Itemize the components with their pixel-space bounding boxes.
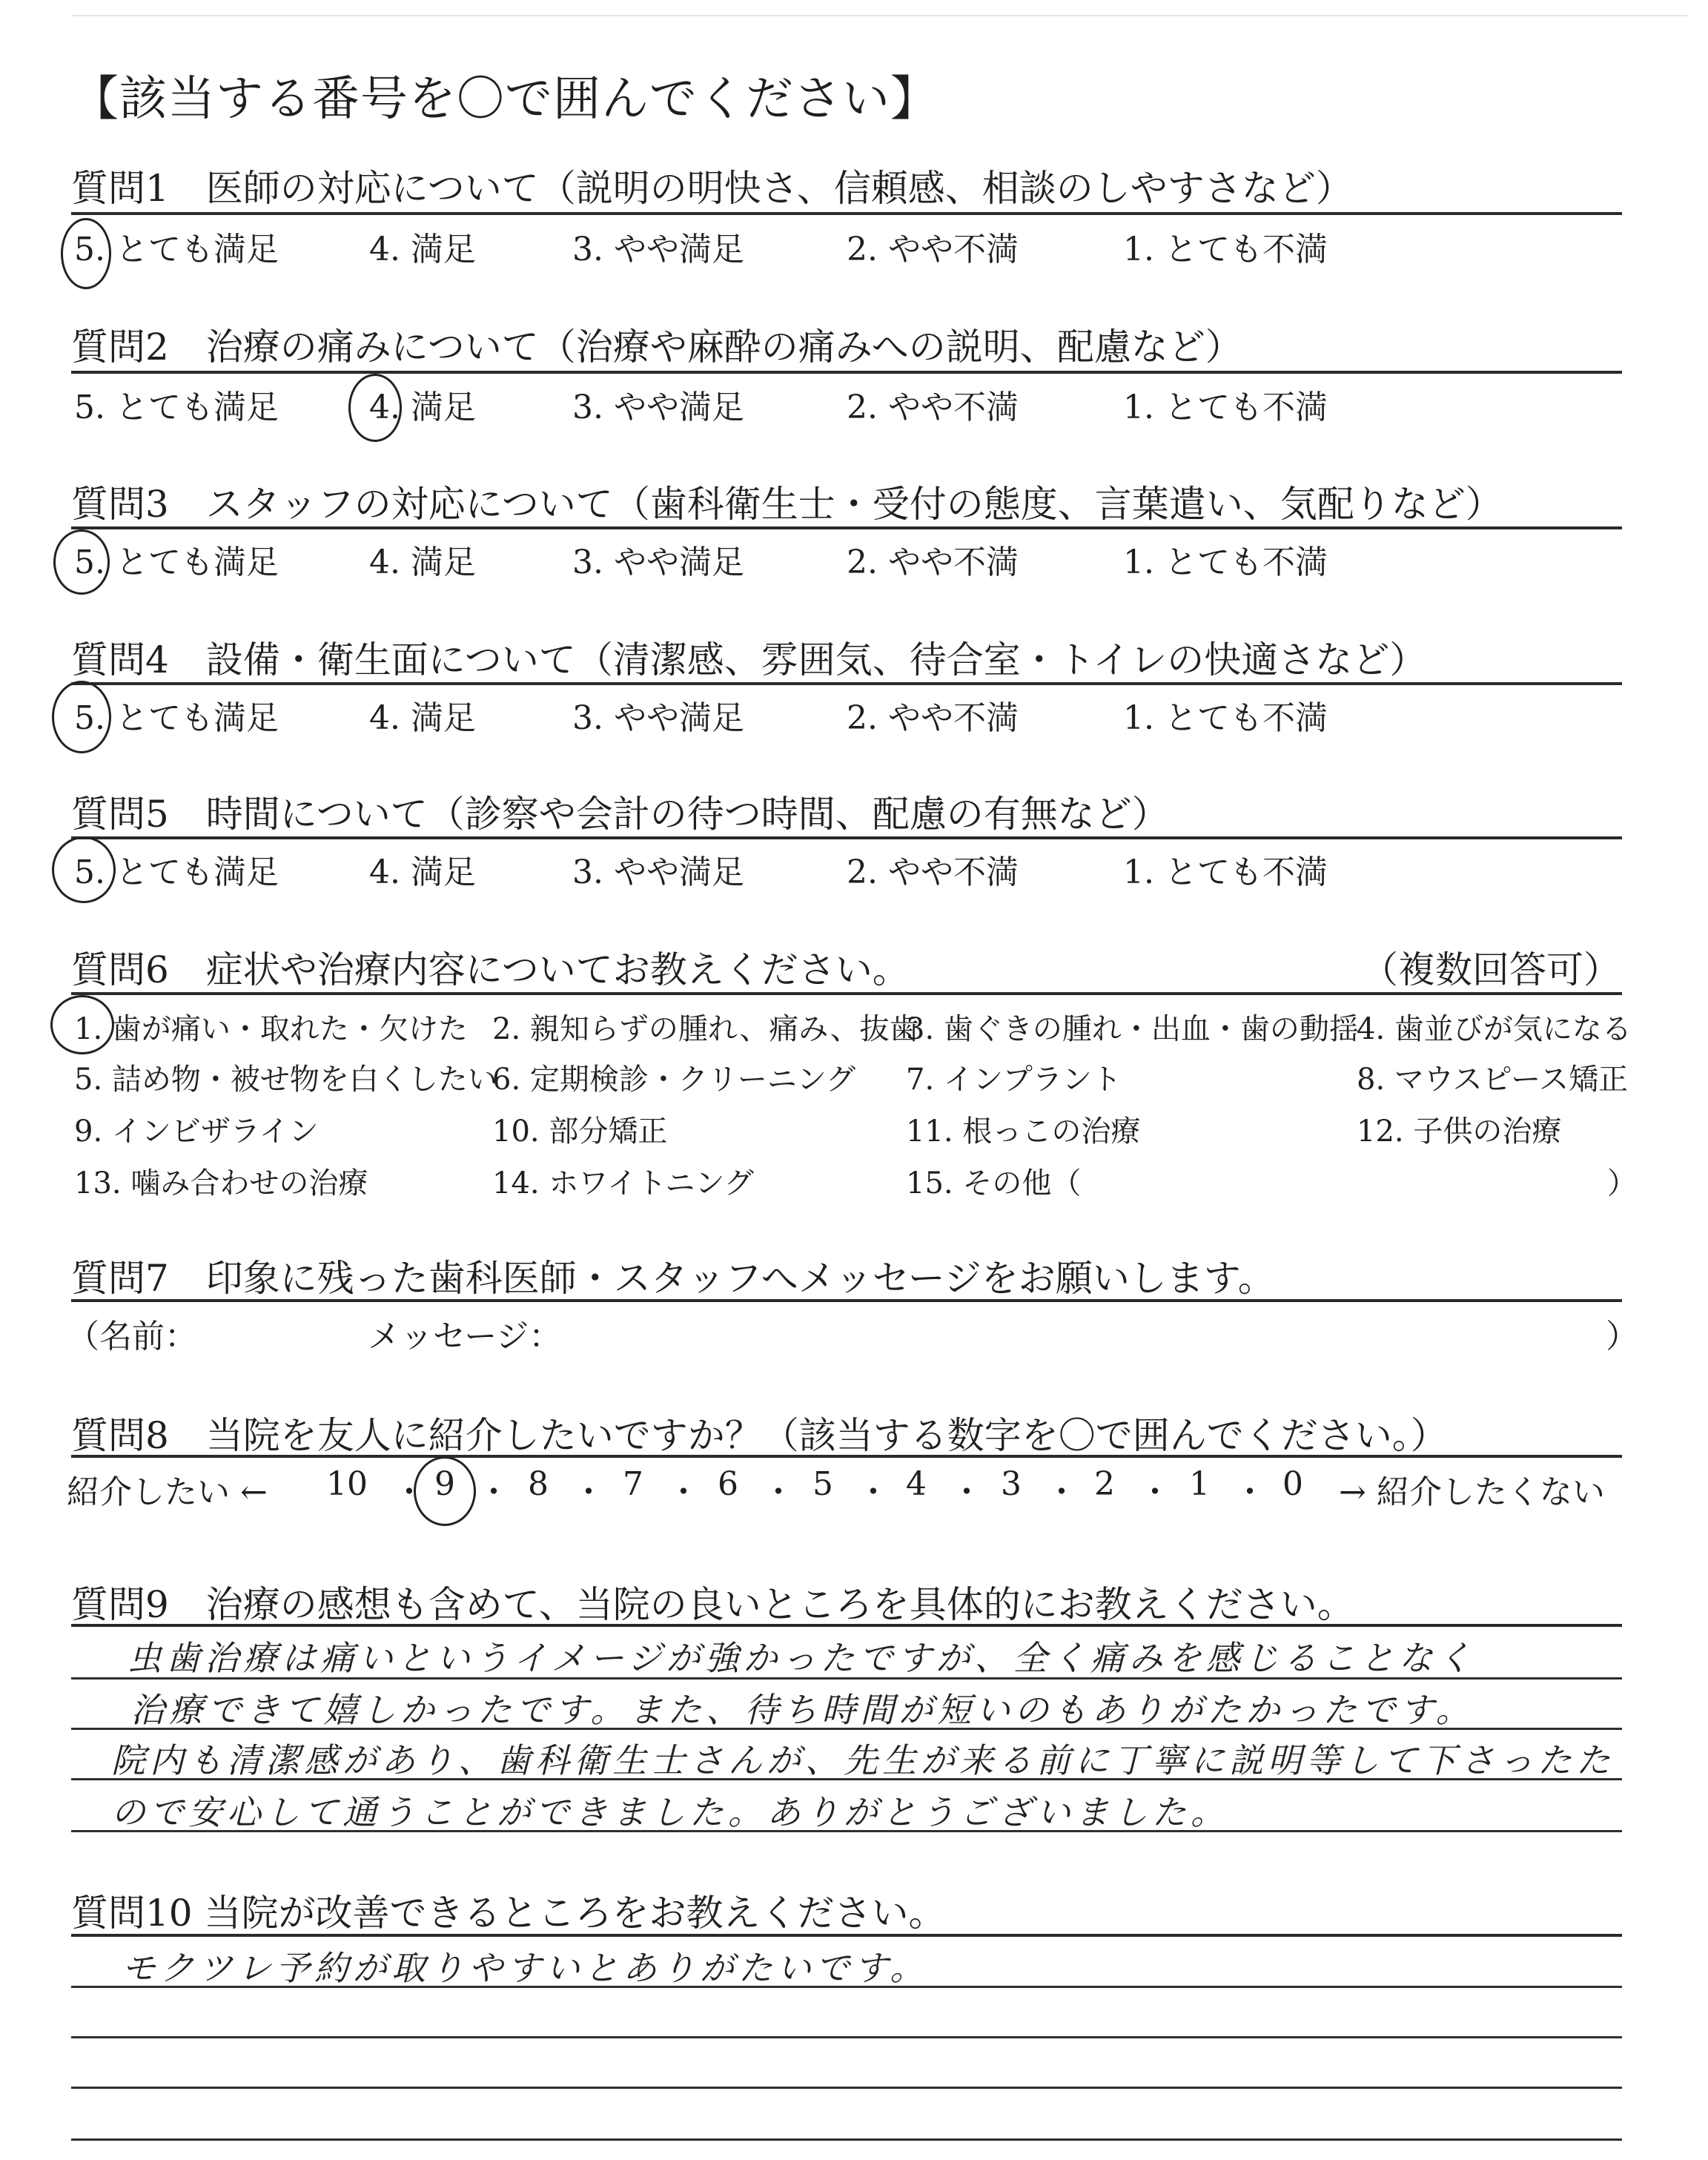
q2-option-3[interactable]: 3. やや満足 [572,389,744,426]
q8-scale-2[interactable]: 2 [1094,1465,1115,1503]
q7-close-paren: ） [1606,1318,1638,1355]
q9-title: 質問9 治療の感想も含めて、当院の良いところを具体的にお教えください。 [71,1583,1354,1626]
q10-line-3 [71,2087,1622,2089]
q6-item-13[interactable]: 13. 噛み合わせの治療 [74,1166,368,1200]
q6-title: 質問6 症状や治療内容についてお教えください。 [71,948,910,991]
q10-answer-line-1: モクツレ予約が取りやすいとありがたいです。 [122,1948,929,1988]
q8-dot: ・ [1234,1473,1266,1511]
q5-option-4[interactable]: 4. 満足 [369,853,476,891]
q2-title: 質問2 治療の痛みについて（治療や麻酔の痛みへの説明、配慮など） [71,326,1242,369]
q6-item-6[interactable]: 6. 定期検診・クリーニング [492,1063,856,1097]
q1-option-5[interactable]: 5. とても満足 [74,231,279,268]
q8-scale-8[interactable]: 8 [528,1465,549,1503]
q1-rule [71,212,1622,215]
q8-dot: ・ [667,1473,700,1511]
q10-title: 質問10 当院が改善できるところをお教えください。 [71,1892,946,1935]
q1-option-1[interactable]: 1. とても不満 [1123,231,1328,268]
q3-title: 質問3 スタッフの対応について（歯科衛生士・受付の態度、言葉遣い、気配りなど） [71,483,1503,526]
q1-option-3[interactable]: 3. やや満足 [572,231,744,268]
q6-item-15[interactable]: 15. その他（ [906,1166,1082,1200]
q2-selected-circle [348,374,402,442]
q8-title: 質問8 当院を友人に紹介したいですか？（該当する数字を〇で囲んでください。） [71,1414,1448,1457]
q4-option-4[interactable]: 4. 満足 [369,699,476,737]
q5-option-2[interactable]: 2. やや不満 [847,853,1019,891]
q8-scale-0[interactable]: 0 [1282,1465,1303,1503]
q7-rule [71,1299,1622,1302]
q2-option-4[interactable]: 4. 満足 [369,389,476,426]
q8-scale-10[interactable]: 10 [326,1465,368,1503]
q8-dot: ・ [477,1473,510,1511]
q6-other-close: ） [1607,1166,1637,1200]
q9-answer-line-1: 虫歯治療は痛いというイメージが強かったですが、全く痛みを感じることなく [128,1638,1476,1678]
q6-item-11[interactable]: 11. 根っこの治療 [906,1114,1141,1149]
q5-option-1[interactable]: 1. とても不満 [1123,853,1328,891]
q8-selected-circle [414,1456,476,1526]
q3-option-1[interactable]: 1. とても不満 [1123,544,1328,581]
q7-title: 質問7 印象に残った歯科医師・スタッフへメッセージをお願いします。 [71,1257,1275,1300]
q6-item-4[interactable]: 4. 歯並びが気になる [1357,1012,1632,1046]
q6-item-12[interactable]: 12. 子供の治療 [1357,1114,1562,1149]
q10-line-4 [71,2138,1622,2141]
q6-item-10[interactable]: 10. 部分矯正 [492,1114,668,1149]
q4-rule [71,682,1622,685]
q4-option-1[interactable]: 1. とても不満 [1123,699,1328,737]
q8-dot: ・ [572,1473,605,1511]
q4-option-3[interactable]: 3. やや満足 [572,699,744,737]
q10-line-2 [71,2036,1622,2038]
q6-item-3[interactable]: 3. 歯ぐきの腫れ・出血・歯の動揺 [906,1012,1359,1046]
q6-item-1[interactable]: 1. 歯が痛い・取れた・欠けた [74,1012,468,1046]
q1-option-4[interactable]: 4. 満足 [369,231,476,268]
q8-scale-7[interactable]: 7 [623,1465,643,1503]
q1-title: 質問1 医師の対応について（説明の明快さ、信頼感、相談のしやすさなど） [71,167,1353,210]
q2-rule [71,371,1622,374]
q10-rule [71,1934,1622,1937]
q6-item-2[interactable]: 2. 親知らずの腫れ、痛み、抜歯 [492,1012,919,1046]
q8-dot: ・ [762,1473,795,1511]
q7-message-label: メッセージ： [368,1318,562,1355]
q6-item-5[interactable]: 5. 詰め物・被せ物を白くしたい [74,1063,497,1097]
q8-dot: ・ [1045,1473,1078,1511]
q8-scale-3[interactable]: 3 [1001,1465,1022,1503]
q2-option-2[interactable]: 2. やや不満 [847,389,1019,426]
page-title: 【該当する番号を〇で囲んでください】 [71,72,939,127]
q6-rule [71,992,1622,995]
page-top-edge [71,15,1687,16]
q3-option-4[interactable]: 4. 満足 [369,544,476,581]
q5-title: 質問5 時間について（診察や会計の待つ時間、配慮の有無など） [71,793,1169,836]
q8-dot: ・ [950,1473,983,1511]
q9-answer-line-4: ので安心して通うことができました。ありがとうございました。 [111,1792,1229,1832]
q5-rule [71,836,1622,839]
q2-option-5[interactable]: 5. とても満足 [74,389,279,426]
q9-rule [71,1624,1622,1627]
q6-item-9[interactable]: 9. インビザライン [74,1114,319,1149]
q4-title: 質問4 設備・衛生面について（清潔感、雰囲気、待合室・トイレの快適さなど） [71,638,1427,681]
q8-scale-9[interactable]: 9 [434,1465,455,1503]
q1-option-2[interactable]: 2. やや不満 [847,231,1019,268]
q6-item-7[interactable]: 7. インプラント [906,1063,1122,1097]
q1-selected-circle [61,218,111,289]
q8-scale-1[interactable]: 1 [1189,1465,1210,1503]
q3-option-3[interactable]: 3. やや満足 [572,544,744,581]
q8-scale-6[interactable]: 6 [718,1465,738,1503]
q3-option-5[interactable]: 5. とても満足 [74,544,279,581]
q2-option-1[interactable]: 1. とても不満 [1123,389,1328,426]
q5-option-3[interactable]: 3. やや満足 [572,853,744,891]
q8-scale-4[interactable]: 4 [906,1465,927,1503]
q3-selected-circle [53,529,110,595]
q4-option-2[interactable]: 2. やや不満 [847,699,1019,737]
q6-selected-circle [50,995,114,1054]
q3-rule [71,526,1622,529]
q8-scale-5[interactable]: 5 [812,1465,833,1503]
q6-multiple-note: （複数回答可） [1361,948,1621,991]
q9-answer-line-3: 院内も清潔感があり、歯科衛生士さんが、先生が来る前に丁寧に説明等して下さったた [111,1740,1615,1780]
q4-option-5[interactable]: 5. とても満足 [74,699,279,737]
q8-dot: ・ [1139,1473,1171,1511]
q8-dot: ・ [393,1473,426,1511]
q8-dot: ・ [857,1473,890,1511]
q5-selected-circle [52,836,116,903]
q8-left-label: 紹介したい ← [67,1473,268,1511]
q8-rule [71,1455,1622,1458]
q8-right-label: → 紹介したくない [1339,1473,1605,1511]
q9-answer-line-2: 治療できて嬉しかったです。また、待ち時間が短いのもありがたかったです。 [130,1690,1474,1730]
q7-name-label: （名前： [67,1318,197,1355]
q5-option-5[interactable]: 5. とても満足 [74,853,279,891]
q6-item-8[interactable]: 8. マウスピース矯正 [1357,1063,1629,1097]
q3-option-2[interactable]: 2. やや不満 [847,544,1019,581]
q4-selected-circle [52,681,111,753]
q6-item-14[interactable]: 14. ホワイトニング [492,1166,754,1200]
